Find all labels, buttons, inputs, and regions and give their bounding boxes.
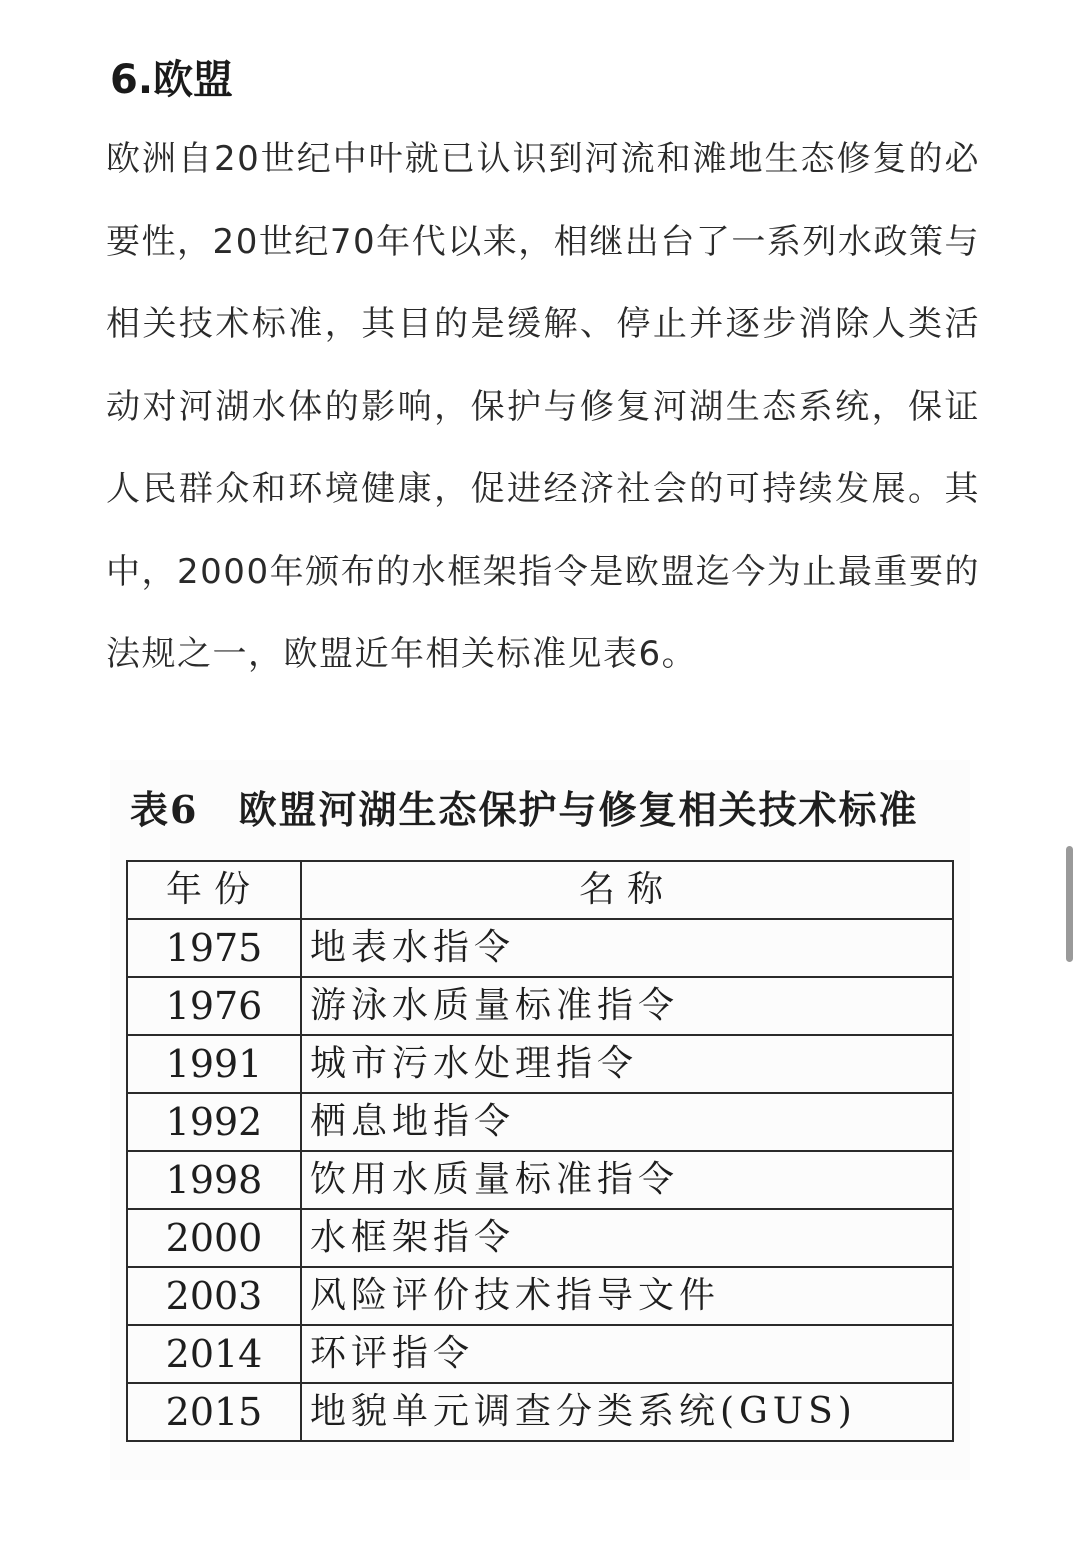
- table-row: [127, 1267, 953, 1325]
- row-year: 2003: [127, 1267, 301, 1325]
- scrollbar-thumb[interactable]: [1066, 846, 1073, 962]
- row-name: 游泳水质量标准指令: [301, 977, 953, 1035]
- table-row: [127, 1035, 953, 1093]
- table-row: [127, 1325, 953, 1383]
- row-name: 栖息地指令: [301, 1093, 953, 1151]
- row-name: 饮用水质量标准指令: [301, 1151, 953, 1209]
- table-row: [127, 919, 953, 977]
- row-year: 2015: [127, 1383, 301, 1441]
- row-year: 1998: [127, 1151, 301, 1209]
- standards-table: [126, 860, 954, 1442]
- row-name: 地表水指令: [301, 919, 953, 977]
- row-year: 1975: [127, 919, 301, 977]
- row-year: 2000: [127, 1209, 301, 1267]
- table-caption: [130, 786, 918, 834]
- header-name: 名称: [301, 861, 953, 919]
- table-row: [127, 1383, 953, 1441]
- table-caption-title: 欧盟河湖生态保护与修复相关技术标准: [238, 787, 919, 832]
- table-image: [110, 760, 970, 1480]
- table-row: [127, 1209, 953, 1267]
- row-name: 环评指令: [301, 1325, 953, 1383]
- row-year: 1976: [127, 977, 301, 1035]
- table-row: [127, 1093, 953, 1151]
- header-year: 年份: [127, 861, 301, 919]
- section-heading: 6.欧盟: [110, 57, 234, 103]
- row-name: 地貌单元调查分类系统(GUS): [301, 1383, 953, 1441]
- row-name: 风险评价技术指导文件: [301, 1267, 953, 1325]
- table-header-row: [127, 861, 953, 919]
- row-year: 1991: [127, 1035, 301, 1093]
- row-name: 城市污水处理指令: [301, 1035, 953, 1093]
- row-year: 1992: [127, 1093, 301, 1151]
- row-year: 2014: [127, 1325, 301, 1383]
- body-paragraph: 欧洲自20世纪中叶就已认识到河流和滩地生态修复的必要性，20世纪70年代以来，相继出台了一系列水政策与相关技术标准，其目的是缓解、停止并逐步消除人类活动对河湖水体的影响，保护与修复河湖生态系统，保证人民群众和环境健康，促进经济社会的可持续发展。其中，2000年颁布的水框架指令是欧盟迄今为止最重要的法规之一，欧盟近年相关标准见表6。: [106, 139, 980, 674]
- table-caption-number: 表6: [130, 787, 199, 832]
- table-row: [127, 1151, 953, 1209]
- row-name: 水框架指令: [301, 1209, 953, 1267]
- table-row: [127, 977, 953, 1035]
